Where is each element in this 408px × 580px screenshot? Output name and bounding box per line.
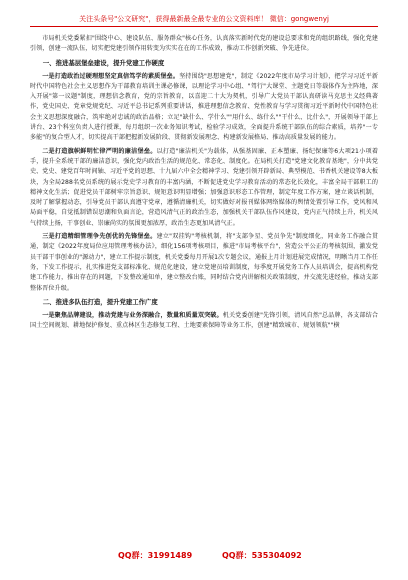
qq-group-2: QQ群：535304092 [222,551,302,560]
paragraph-text: 坚持围绕"思想建党"，制定《2022年度市局学习计划》，把学习习近平新时代中国特色社会主义思想作为干部教育培训主课必修课，以理论学习中心组、"驾行"大课堂、主题党日等载体作为主阵地，深入开展"第一议题"制度，理想信念教育，党的宗旨教育，以喜迎二十大为契机，引导广大党员干部认真研读马克思主义经典著作，党史国史、党章党规党纪、习近平总书记系列重要讲话，推进理想信念教育、党性教育与学习贯彻习近平新时代中国特色社会主义思想深度融合，筑牢绝对忠诚的政治品格；立足"缺什么、学什么""用什么、练什么""干什么、比什么"，开展领导干部上讲台、23个科室负责人进行授课，每月组织一次业务知识考试，检验学习成效，全面提升系统干部队伍的综合素质，培养"一专多能"的复合型人才，切实提高干部把握新发展阶段、贯彻新发展理念、构建新发展格局、推动高质量发展的能力。 [30,72,378,142]
paragraph-text: 机关党委创建"先锋引领，清风自然"总品牌，各支部结合国土空间规划、耕地保护修复、重点林区生态修复工程、土地要素保障等业务工作，创建"精致城市、规划领航""横 [30,311,378,330]
paragraph-text: 以打造"廉洁机关"为载体，从强基固廉、正本塑廉、扬纪保廉等6大项21小项着手，提升全系统干部的廉洁意识，强化党内政治生活的规范化、常态化、制度化。在局机关打造"党建文化教育基地"，分中共党史、党史、建党百年时间轴、习近平党的思想、十九届六中全会精神学习、党建引领开辟新局、典型模范、书香机关建设等8大板块，为全局288名党员系统的展示党史学习教育的丰富内涵，不断促进党史学习教育活动的常态化长效化，丰富全局干部职工的精神文化生活；促进党员干部树牢宗旨意识、规矩意识明显增强；加强意识形态工作管理，制定年度工作方案，建立谈话机制，及时了解掌握动态，引导党员干部认真遵守党章，遵循清廉机关，切实做好对报刊媒体网络媒体的舆情处置引导工作，党风和风局面平稳，自觉抵制错误思潮和负面言论，营造风清气正的政治生态，加强机关干部队伍作风建设，党内正气持续上升，机关风气持续上扬，干事创业、崇廉尚实的氛围更加浓厚，政治生态更加风清气正。 [30,147,378,227]
body-paragraph [30,147,378,229]
body-paragraph [30,232,378,294]
paragraph-lead: 一是打造政治过硬理想坚定真信笃学的素质堡垒。 [42,72,180,80]
section-heading: 二、推进多队伍打造，提升党建工作广度 [42,297,158,306]
qq-group-1: QQ群：31991489 [118,551,193,560]
body-paragraph [30,311,378,332]
paragraph-lead: 三是打造精细管理争先创优的先锋堡垒。 [42,233,157,241]
footer-bar [0,548,408,564]
paragraph-lead: 一是聚焦品牌建设，推动党建与业务深融合，数量和质量双突破。 [42,311,223,319]
body-paragraph [30,34,378,55]
paragraph-text: 建立"双挂钩"考核机制，将"支部争星、党员争先"制度细化，同业务工作融合贯通，制定《2022年度局位应用管理考核办法》，细化156项考核项目，推进"市局考核平台"，营造公平公正的考核氛围，激发党员干部干事创业的"源动力"，建立工作提示制度，机关党委每月开展1次专题会议，通报上月计划进展完成情况，明晰当月工作任务，下发工作提示，扎实推进党支部标准化、规范化建设，建立党建员培训制度，每季度开展党务工作人员培训会，提高机构党建工作能力，推出存在的问题，下发整改通知单，建立整改台账，同时结合党内讲解相关政策制度，并交流先进经验，推动支部整体晋位升级。 [30,233,378,292]
section-heading: 一、推进基层堡垒建设，提升党建工作硬度 [42,58,165,67]
body-paragraph [30,72,378,144]
paragraph-lead: 二是打造旗帜鲜明忙律严明的廉洁堡垒。 [42,147,157,155]
top-banner: 关注头条号"公文研究"，获得最新最全最专业的公文资料库！ 微信：gongwenyj [30,12,378,27]
paragraph-text: 市局机关党委紧扣"围绕中心、建设队伍、服务群众"核心任务，认真落实新时代党的建设总要求和党的组织路线，强化党建引领，创建一流队伍，切实把党建引领作用转变为实实在在的工作成效，推动工作创新突破、争先进位。 [30,35,378,53]
document-body [30,34,378,334]
